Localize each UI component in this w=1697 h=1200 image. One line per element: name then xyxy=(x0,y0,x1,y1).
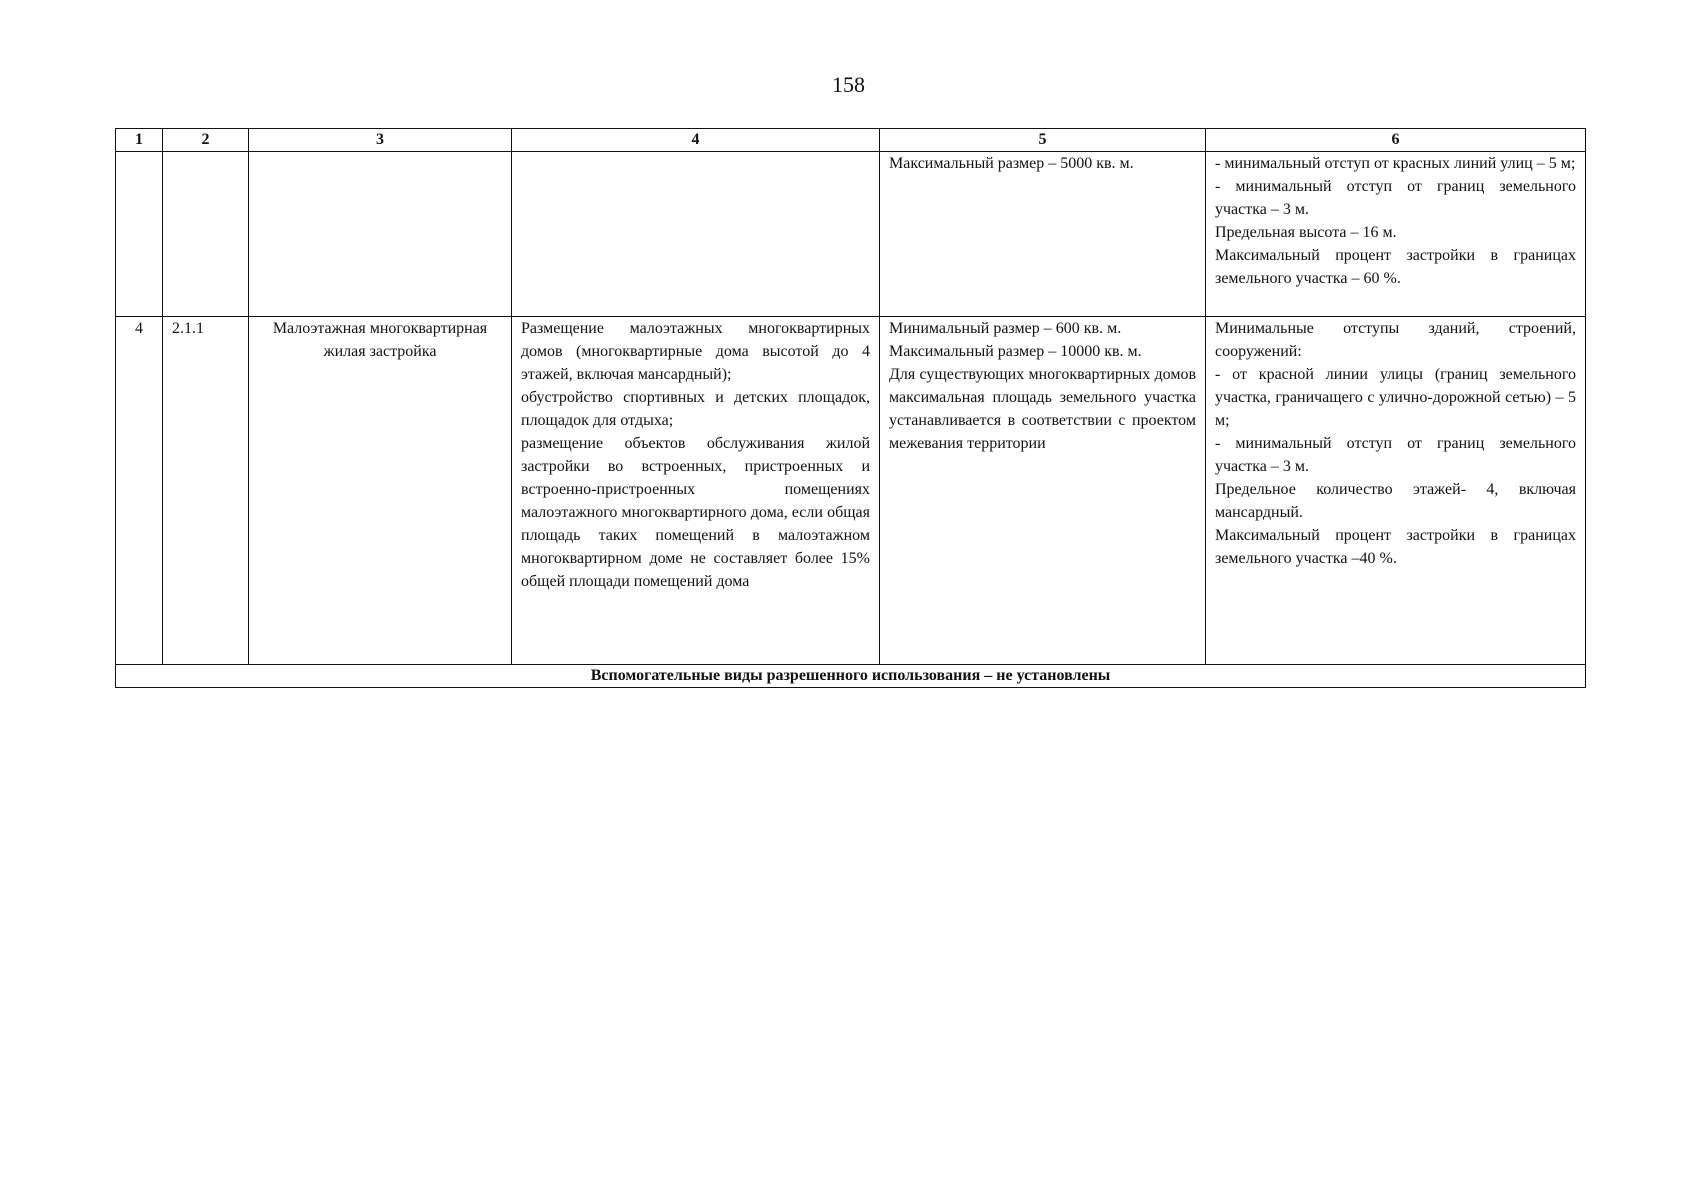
description-line: Размещение малоэтажных многоквартирных домов (многоквартирные дома высотой до 4 этажей, включая мансардный); xyxy=(521,320,870,383)
column-header-5: 5 xyxy=(880,129,1206,152)
cell-row-number: 4 xyxy=(116,317,163,665)
cell-empty xyxy=(163,152,249,317)
limit-line: Максимальный процент застройки в границах земельного участка –40 %. xyxy=(1215,527,1576,567)
table-footer-row xyxy=(116,665,1586,688)
description-line: размещение объектов обслуживания жилой застройки во встроенных, пристроенных и встроенно-пристроенных помещениях малоэтажного многоквартирного дома, если общая площадь таких помещений в малоэтажном многоквартирном доме не составляет более 15% общей площади помещений дома xyxy=(521,435,870,590)
table-row-4 xyxy=(116,317,1586,665)
limit-line: - минимальный отступ от границ земельного участка – 3 м. xyxy=(1215,178,1576,218)
cell-code: 2.1.1 xyxy=(163,317,249,665)
limit-line: - от красной линии улицы (границ земельного участка, граничащего с улично-дорожной сетью) – 5 м; xyxy=(1215,366,1576,429)
cell-use-name: Малоэтажная многоквартирная жилая застройка xyxy=(249,317,512,665)
cell-limits xyxy=(1206,317,1586,665)
limit-line: Предельная высота – 16 м. xyxy=(1215,224,1397,241)
cell-limits xyxy=(1206,152,1586,317)
column-header-2: 2 xyxy=(163,129,249,152)
size-param-line: Максимальный размер – 10000 кв. м. xyxy=(889,343,1142,360)
cell-description xyxy=(512,317,880,665)
cell-empty xyxy=(512,152,880,317)
column-header-4: 4 xyxy=(512,129,880,152)
column-header-3: 3 xyxy=(249,129,512,152)
cell-empty xyxy=(249,152,512,317)
page-number: 158 xyxy=(832,72,865,97)
limit-line: Максимальный процент застройки в границах земельного участка – 60 %. xyxy=(1215,247,1576,287)
limit-line: - минимальный отступ от границ земельного участка – 3 м. xyxy=(1215,435,1576,475)
limit-line: Минимальные отступы зданий, строений, сооружений: xyxy=(1215,320,1576,360)
size-param-line: Максимальный размер – 5000 кв. м. xyxy=(889,155,1134,172)
cell-empty xyxy=(116,152,163,317)
auxiliary-uses-note: Вспомогательные виды разрешенного использования – не установлены xyxy=(116,665,1586,688)
column-header-1: 1 xyxy=(116,129,163,152)
limit-line: Предельное количество этажей- 4, включая мансардный. xyxy=(1215,481,1576,521)
size-param-line: Для существующих многоквартирных домов максимальная площадь земельного участка устанавливается в соответствии с проектом межевания территории xyxy=(889,366,1196,452)
table-row-continuation xyxy=(116,152,1586,317)
limit-line: - минимальный отступ от красных линий улиц – 5 м; xyxy=(1215,155,1576,172)
description-line: обустройство спортивных и детских площадок, площадок для отдыха; xyxy=(521,389,870,429)
size-param-line: Минимальный размер – 600 кв. м. xyxy=(889,320,1122,337)
table-header-row xyxy=(116,129,1586,152)
column-header-6: 6 xyxy=(1206,129,1586,152)
cell-size-params xyxy=(880,152,1206,317)
land-use-table xyxy=(115,128,1586,688)
cell-size-params xyxy=(880,317,1206,665)
